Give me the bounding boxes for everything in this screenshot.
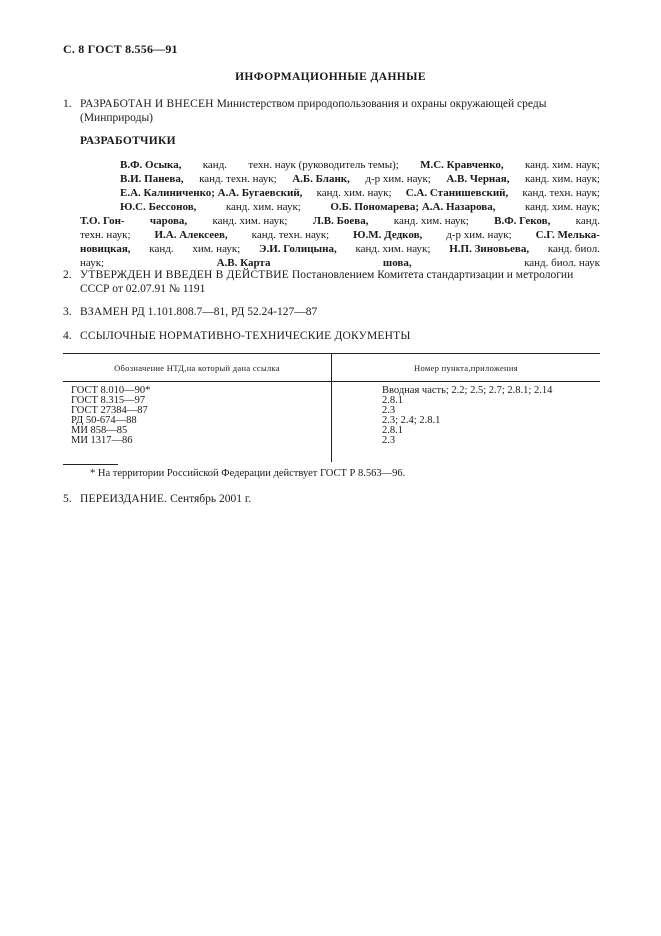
developers-line	[80, 200, 600, 214]
developer-degree: техн. наук (руководитель темы);	[248, 159, 399, 171]
developers-heading: РАЗРАБОТЧИКИ	[80, 135, 176, 147]
item-caption: УТВЕРЖДЕН И ВВЕДЕН В ДЕЙСТВИЕ	[80, 269, 290, 281]
document-designation-cell: МИ 1317—86	[63, 436, 332, 462]
item-text: Сентябрь 2001 г.	[170, 493, 252, 505]
table-row	[63, 416, 600, 426]
developer-name: новицкая,	[80, 243, 131, 255]
developer-degree: канд. хим. наук;	[524, 159, 600, 171]
document-designation-cell: ГОСТ 8.010—90*	[63, 382, 332, 397]
developer-name: Ю.М. Дедков,	[353, 229, 423, 241]
developer-degree: канд.	[202, 159, 228, 171]
table-row	[63, 426, 600, 436]
item-number: 4.	[63, 330, 72, 342]
footnote-divider	[63, 464, 118, 465]
item-caption: РАЗРАБОТАН И ВНЕСЕН	[80, 98, 214, 110]
developer-name: А.В. Черная,	[446, 173, 510, 185]
developers-line	[80, 228, 600, 242]
clause-number-cell: 2.8.1	[382, 425, 403, 436]
info-item-5	[63, 492, 600, 506]
item-number: 1.	[63, 98, 72, 110]
table-header-row	[63, 354, 600, 382]
developers-line	[80, 172, 600, 186]
clause-number-cell: 2.3; 2.4; 2.8.1	[382, 415, 441, 426]
document-designation-cell: РД 50-674—88	[63, 416, 332, 426]
table-row	[63, 406, 600, 416]
developer-degree: канд. хим. наук;	[212, 215, 288, 227]
developer-name: шова,	[382, 257, 412, 269]
document-designation-cell: ГОСТ 8.315—97	[63, 396, 332, 406]
item-text: Постановлением Комитета стандартизации и метрологии СССР от 02.07.91 № 1191	[80, 269, 574, 295]
reference-documents-table	[63, 353, 600, 462]
developer-degree: канд.	[149, 243, 174, 255]
developers-line	[80, 214, 600, 228]
info-item-3	[63, 305, 600, 319]
info-item-4	[63, 329, 600, 343]
developer-name: Е.А. Калиниченко; А.А. Бугаевский,	[120, 187, 303, 199]
developer-name: С.А. Станишевский,	[405, 187, 509, 199]
developers-line	[80, 242, 600, 256]
item-text: Министерством природопользования и охраны окружающей среды (Минприроды)	[80, 98, 547, 124]
document-designation-cell: МИ 858—85	[63, 426, 332, 436]
developer-degree: канд. техн. наук;	[522, 187, 600, 199]
document-title: ИНФОРМАЦИОННЫЕ ДАННЫЕ	[235, 71, 426, 83]
developer-degree: техн. наук;	[80, 229, 131, 241]
developer-degree: хим. наук;	[192, 243, 241, 255]
developer-degree: канд. хим. наук;	[316, 187, 392, 199]
item-number: 3.	[63, 306, 72, 318]
item-number: 2.	[63, 269, 72, 281]
developer-degree: канд. хим. наук;	[393, 215, 469, 227]
developer-degree: наук;	[80, 257, 105, 269]
developer-name: чарова,	[149, 215, 188, 227]
column-header-clause: Номер пункта,приложения	[332, 354, 601, 382]
developer-degree: д-р хим. наук;	[446, 229, 512, 241]
table-row	[63, 382, 600, 397]
clause-number-cell: 2.3	[382, 435, 396, 446]
developer-degree: канд. хим. наук;	[225, 201, 301, 213]
clause-number-cell: Вводная часть; 2.2; 2.5; 2.7; 2.8.1; 2.14	[382, 385, 553, 396]
developer-degree: канд. техн. наук;	[199, 173, 277, 185]
developer-name: С.Г. Мелька-	[535, 229, 600, 241]
developer-name: О.Б. Пономарева; А.А. Назарова,	[330, 201, 496, 213]
developer-name: М.С. Кравченко,	[420, 159, 504, 171]
developers-list	[80, 158, 600, 270]
developer-degree: канд. хим. наук;	[524, 173, 600, 185]
item-text: РД 1.101.808.7—81, РД 52.24-127—87	[131, 306, 318, 318]
page-header: С. 8 ГОСТ 8.556—91	[63, 42, 178, 56]
document-designation-cell: ГОСТ 27384—87	[63, 406, 332, 416]
developer-name: В.Ф. Геков,	[494, 215, 551, 227]
info-item-1	[63, 97, 600, 125]
developer-degree: д-р хим. наук;	[365, 173, 431, 185]
developer-degree: канд. биол. наук	[524, 257, 600, 269]
developer-name: Ю.С. Бессонов,	[120, 201, 197, 213]
developer-name: А.В. Карта	[216, 257, 271, 269]
developer-degree: канд. хим. наук;	[524, 201, 600, 213]
developer-degree: канд.	[575, 215, 600, 227]
item-caption: ССЫЛОЧНЫЕ НОРМАТИВНО-ТЕХНИЧЕСКИЕ ДОКУМЕНТЫ	[80, 330, 411, 342]
table-row	[63, 436, 600, 462]
developer-name: В.Ф. Осыка,	[120, 159, 182, 171]
developer-degree: канд. хим. наук;	[355, 243, 431, 255]
footnote: * На территории Российской Федерации действует ГОСТ Р 8.563—96.	[90, 468, 406, 479]
item-caption: ВЗАМЕН	[80, 306, 129, 318]
developer-degree: канд. биол.	[547, 243, 600, 255]
developer-name: Л.В. Боева,	[312, 215, 369, 227]
developer-name: Э.И. Голицына,	[259, 243, 337, 255]
developers-line	[80, 186, 600, 200]
column-header-document: Обозначение НТД,на который дана ссылка	[63, 354, 332, 382]
clause-number-cell: 2.3	[382, 405, 396, 416]
item-number: 5.	[63, 493, 72, 505]
developer-degree: канд. техн. наук;	[251, 229, 330, 241]
developer-name: Т.О. Гон-	[80, 215, 125, 227]
developer-name: И.А. Алексеев,	[154, 229, 228, 241]
clause-number-cell: 2.8.1	[382, 395, 403, 406]
item-caption: ПЕРЕИЗДАНИЕ.	[80, 493, 168, 505]
developer-name: А.Б. Бланк,	[292, 173, 350, 185]
developers-line	[80, 158, 600, 172]
info-item-2	[63, 268, 600, 296]
developer-name: В.И. Панева,	[120, 173, 184, 185]
developer-name: Н.П. Зиновьева,	[449, 243, 530, 255]
